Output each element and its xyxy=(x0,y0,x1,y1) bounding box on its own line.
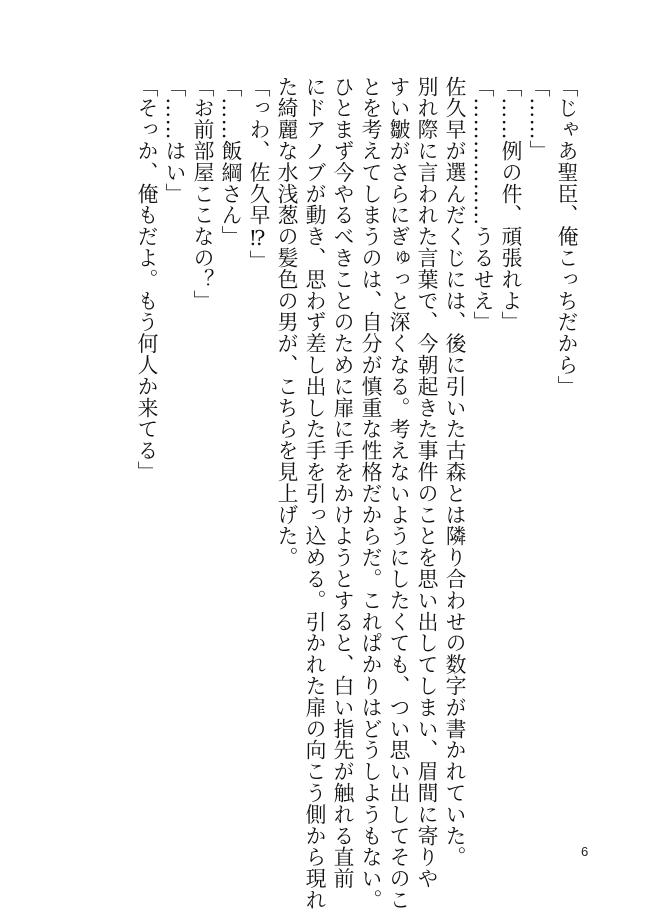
text-line: 「……はい」 xyxy=(162,76,186,205)
text-line: 「………………うるせえ」 xyxy=(470,76,494,333)
text-line: 「お前部屋ここなの？」 xyxy=(190,76,214,312)
text-line: 佐久早が選んだくじには、後に引いた古森とは隣り合わせの数字が書かれていた。 xyxy=(442,76,466,868)
text-line: た綺麗な水浅葱の髪色の男が、こちらを見上げた。 xyxy=(274,76,298,569)
text-line: 別れ際に言われた言葉で、今朝起きた事件のことを思い出してしまい、眉間に寄りや xyxy=(414,76,438,890)
text-line: 「じゃあ聖臣、俺こっちだから」 xyxy=(554,76,578,397)
page-number: 6 xyxy=(581,844,589,859)
text-line: 「……飯綱さん」 xyxy=(218,76,242,248)
vertical-text-body xyxy=(104,76,580,911)
text-line: 「そっか、俺もだよ。もう何人か来てる」 xyxy=(134,76,158,483)
text-line: にドアノブが動き、思わず差し出した手を引っ込める。引かれた扉の向こう側から現れ xyxy=(302,76,326,911)
text-line: 「っわ、佐久早⁉」 xyxy=(246,76,270,272)
text-line: ひとまず今やるべきことのために扉に手をかけようとすると、白い指先が触れる直前 xyxy=(330,76,354,890)
text-line: 「……」 xyxy=(526,76,550,162)
text-line: すい皺がさらにぎゅっと深くなる。考えないようにしたくても、つい思い出してそのこ xyxy=(386,76,410,911)
text-line: とを考えてしまうのは、自分が慎重な性格だからだ。これぱかりはどうしようもない。 xyxy=(358,76,382,911)
text-line: 「……例の件、頑張れよ」 xyxy=(498,76,522,333)
